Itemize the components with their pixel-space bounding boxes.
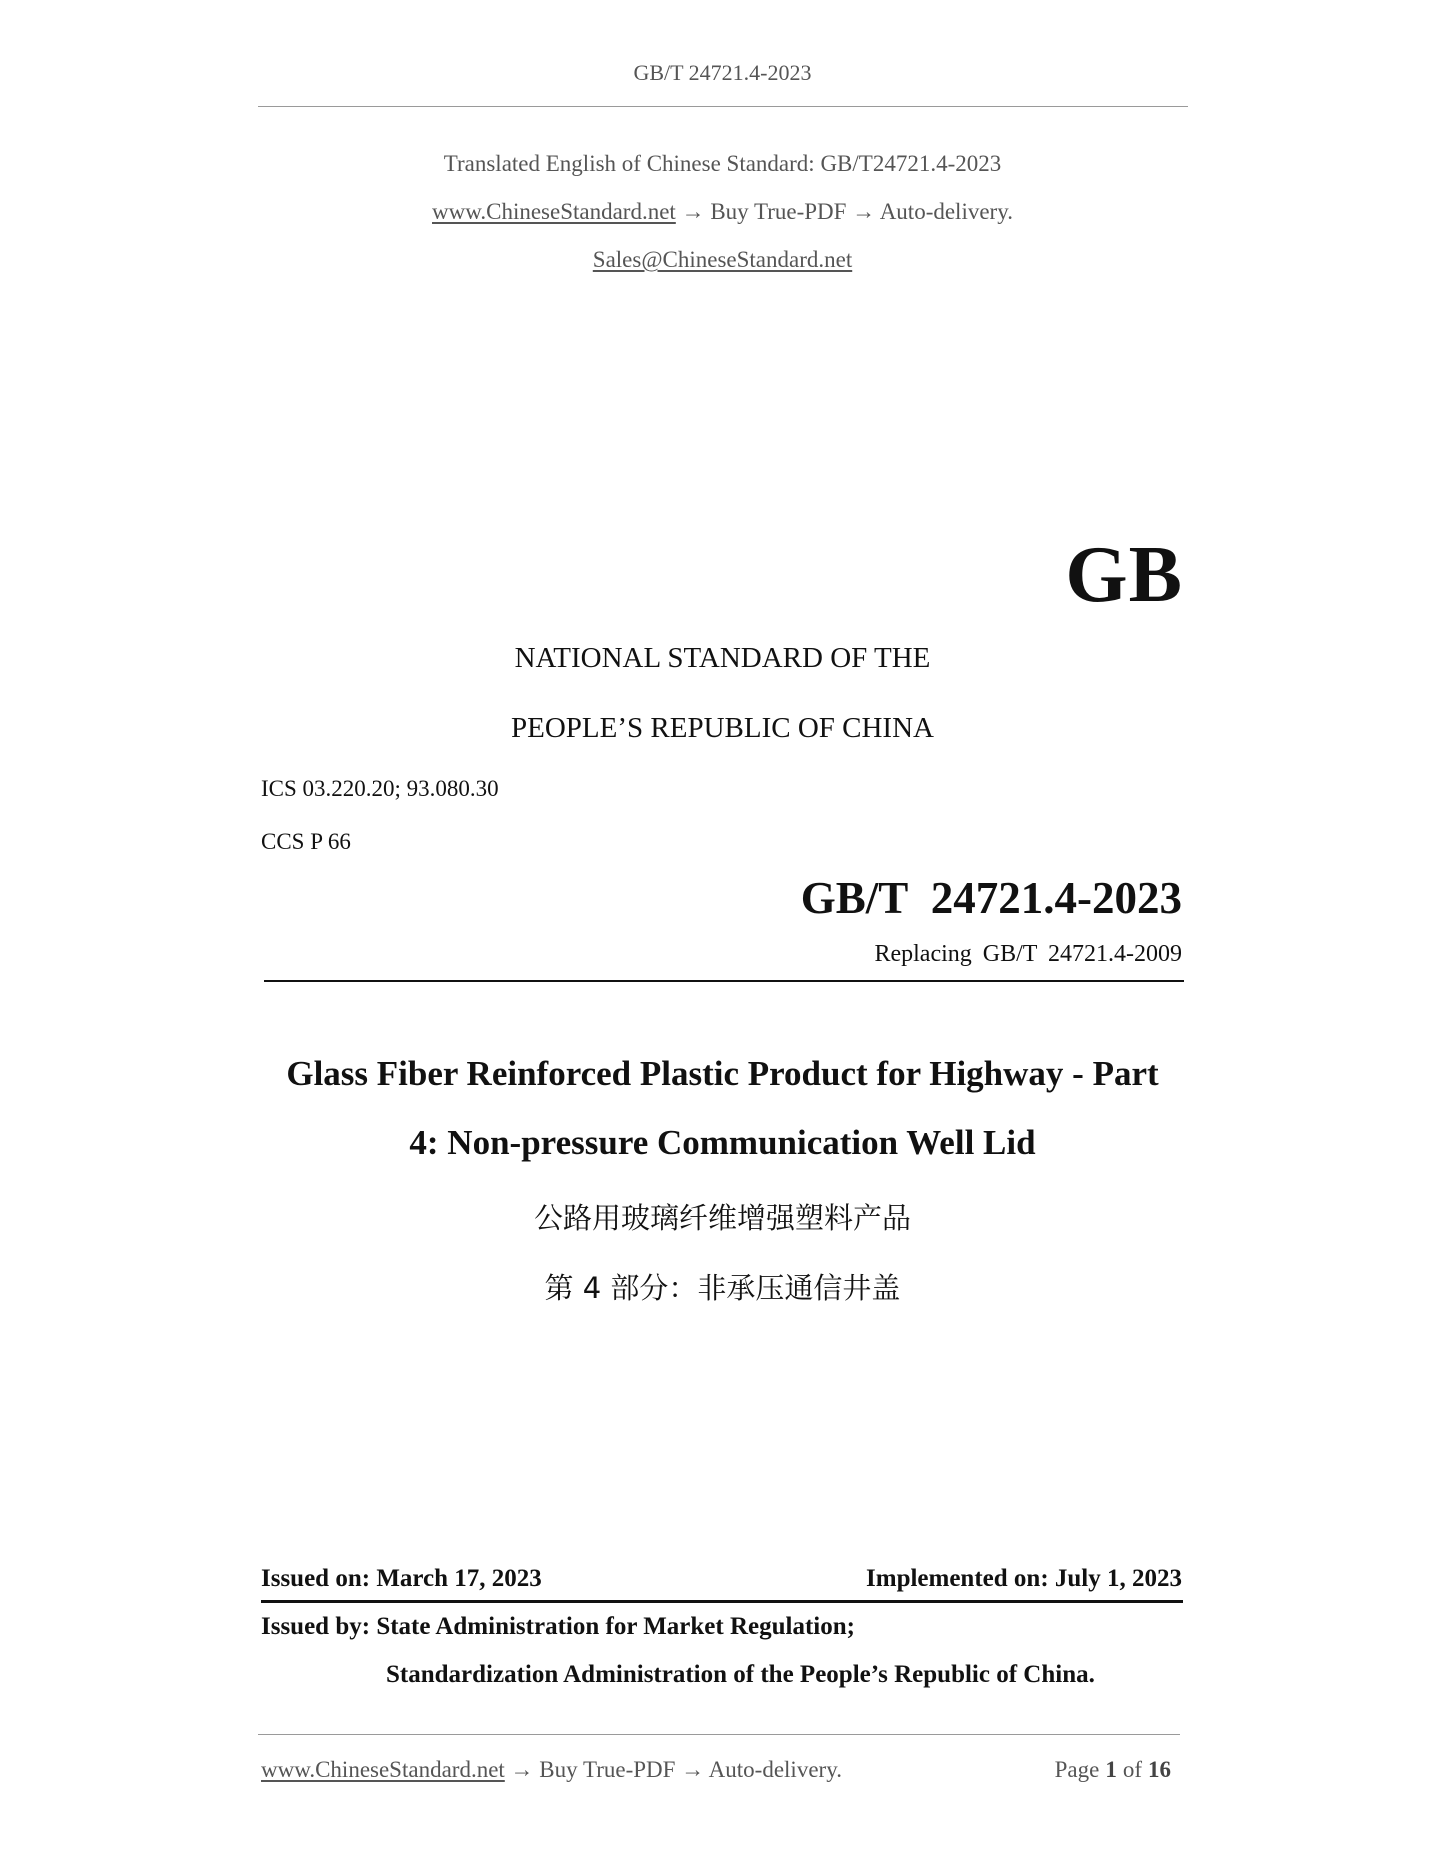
auto-delivery-text: Auto-delivery.	[879, 199, 1013, 224]
ics-code: ICS 03.220.20; 93.080.30	[261, 776, 499, 801]
promo-email-line	[0, 247, 1445, 273]
issue-divider	[261, 1600, 1183, 1603]
total-pages-number: 16	[1148, 1757, 1171, 1782]
national-standard-line-1: NATIONAL STANDARD OF THE	[514, 642, 931, 674]
standard-number: GB/T 24721.4-2023	[800, 873, 1182, 923]
page-of-label: of	[1122, 1757, 1142, 1782]
chinese-title-line-1: 公路用玻璃纤维增强塑料产品	[533, 1201, 911, 1235]
site-link[interactable]: www.ChineseStandard.net	[432, 199, 676, 224]
promo-buy-line	[0, 199, 1445, 225]
current-page-number: 1	[1105, 1757, 1117, 1782]
issued-by-line-1: Issued by: State Administration for Market Regulation;	[261, 1613, 855, 1640]
standard-number-divider	[264, 980, 1184, 982]
ccs-code: CCS P 66	[261, 829, 351, 854]
footer-delivery-text: Auto-delivery.	[708, 1757, 842, 1782]
arrow-right-icon: →	[852, 199, 876, 224]
running-head: GB/T 24721.4-2023	[633, 60, 812, 85]
page-indicator	[1055, 1757, 1177, 1783]
arrow-right-icon: →	[681, 1757, 705, 1782]
issued-on-date: Issued on: March 17, 2023	[261, 1565, 542, 1592]
english-title-line-1: Glass Fiber Reinforced Plastic Product for Highway - Part	[286, 1054, 1159, 1093]
header-divider	[258, 106, 1188, 107]
arrow-right-icon: →	[510, 1757, 534, 1782]
footer-promo	[261, 1757, 842, 1783]
footer-site-link[interactable]: www.ChineseStandard.net	[261, 1757, 505, 1782]
national-standard-line-2: PEOPLE’S REPUBLIC OF CHINA	[511, 712, 934, 744]
page-label: Page	[1054, 1757, 1100, 1782]
footer-buy-text: Buy True-PDF	[539, 1757, 676, 1782]
issued-by-line-2: Standardization Administration of the People’s Republic of China.	[386, 1661, 1095, 1688]
chinese-title-line-2: 第 4 部分：非承压通信井盖	[544, 1271, 901, 1305]
arrow-right-icon: →	[681, 199, 705, 224]
sales-email-link[interactable]: Sales@ChineseStandard.net	[592, 247, 853, 272]
promo-translation-line: Translated English of Chinese Standard: GB/T24721.4-2023	[443, 151, 1002, 176]
implemented-on-date: Implemented on: July 1, 2023	[866, 1565, 1182, 1592]
english-title-line-2: 4: Non-pressure Communication Well Lid	[409, 1123, 1036, 1162]
replacing-standard: Replacing GB/T 24721.4-2009	[874, 941, 1182, 967]
gb-logo-mark: GB	[1065, 531, 1183, 619]
footer-divider	[258, 1734, 1180, 1735]
buy-true-pdf-text: Buy True-PDF	[710, 199, 847, 224]
